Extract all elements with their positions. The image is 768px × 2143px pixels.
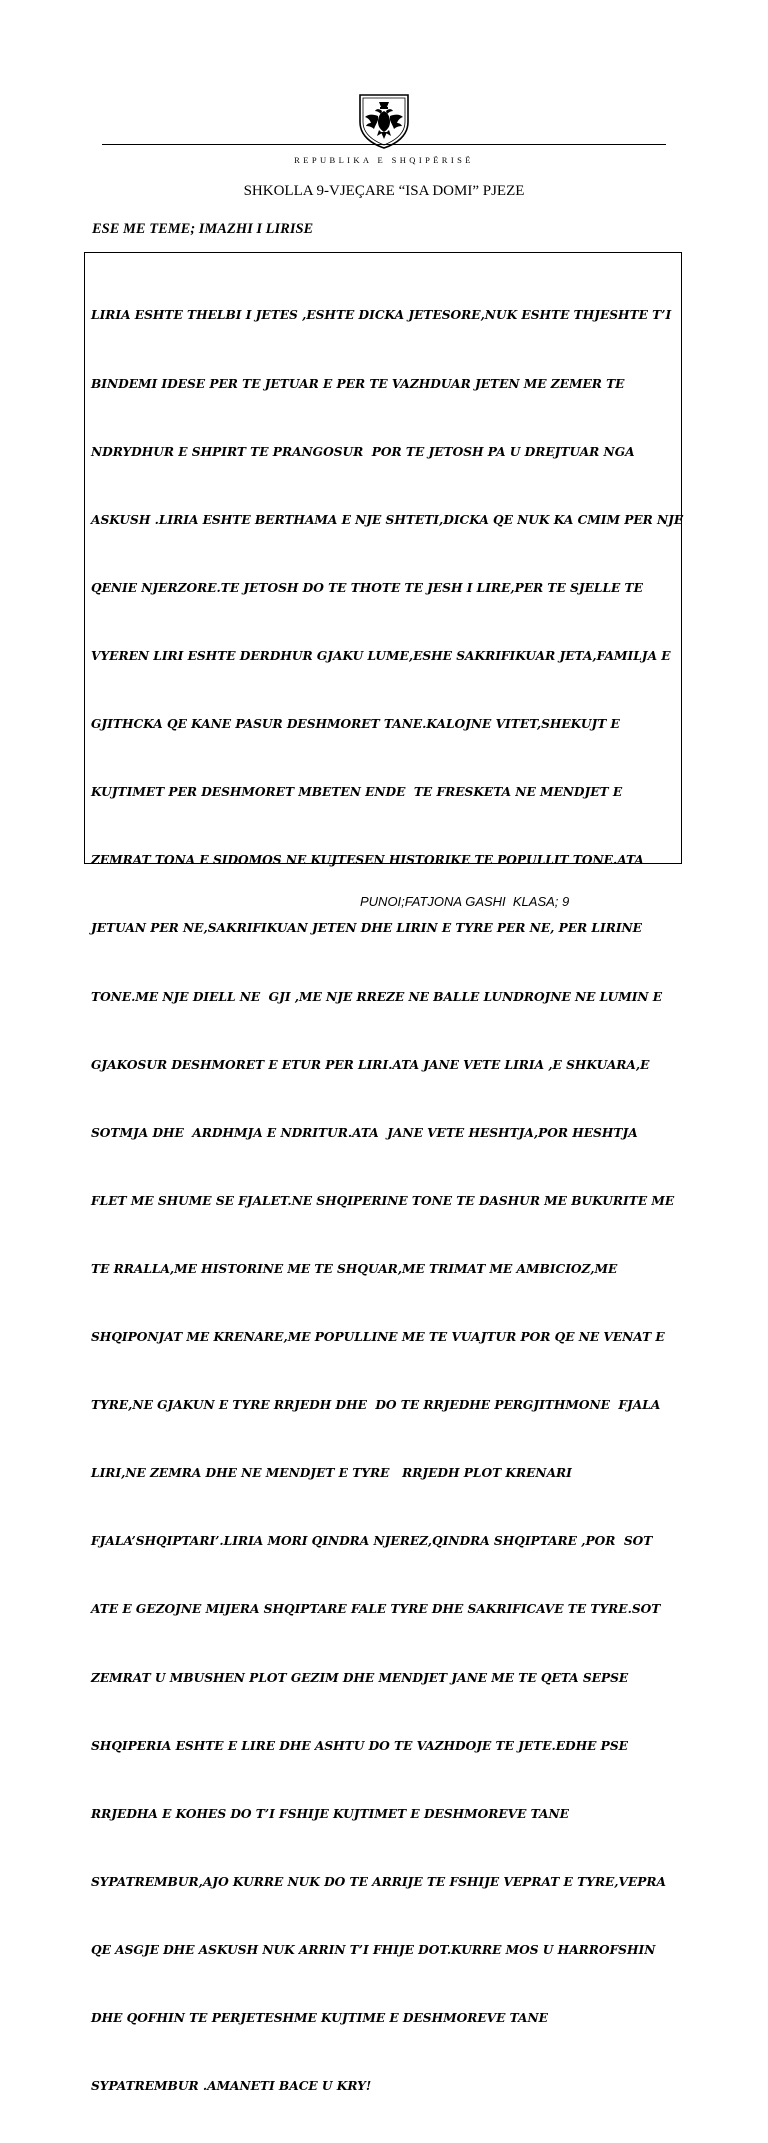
essay-line: VYEREN LIRI ESHTE DERDHUR GJAKU LUME,ESHE SAKRIFIKUAR JETA,FAMILJA E [91, 648, 671, 663]
essay-line: GJAKOSUR DESHMORET E ETUR PER LIRI.ATA JANE VETE LIRIA ,E SHKUARA,E [91, 1057, 650, 1072]
essay-line: SOTMJA DHE ARDHMJA E NDRITUR.ATA JANE VETE HESHTJA,POR HESHTJA [91, 1125, 638, 1140]
essay-line: JETUAN PER NE,SAKRIFIKUAN JETEN DHE LIRIN E TYRE PER NE, PER LIRINE [91, 921, 642, 936]
essay-line: FLET ME SHUME SE FJALET.NE SHQIPERINE TONE TE DASHUR ME BUKURITE ME [91, 1193, 675, 1208]
header-divider [102, 144, 666, 145]
essay-line: ZEMRAT TONA E SIDOMOS NE KUJTESEN HISTORIKE TE POPULLIT TONE.ATA [91, 853, 644, 868]
essay-line: SHQIPERIA ESHTE E LIRE DHE ASHTU DO TE VAZHDOJE TE JETE.EDHE PSE [91, 1738, 628, 1753]
essay-line: DHE QOFHIN TE PERJETESHME KUJTIME E DESHMOREVE TANE [91, 2011, 548, 2026]
essay-line: TYRE,NE GJAKUN E TYRE RRJEDH DHE DO TE RRJEDHE PERGJITHMONE FJALA [91, 1398, 661, 1413]
essay-line: RRJEDHA E KOHES DO T’I FSHIJE KUJTIMET E DESHMOREVE TANE [91, 1806, 569, 1821]
author-signature: PUNOI;FATJONA GASHI KLASA; 9 [360, 894, 570, 909]
essay-line: ATE E GEZOJNE MIJERA SHQIPTARE FALE TYRE DHE SAKRIFICAVE TE TYRE.SOT [91, 1602, 661, 1617]
essay-line: LIRIA ESHTE THELBI I JETES ,ESHTE DICKA JETESORE,NUK ESHTE THJESHTE T’I [91, 308, 672, 323]
essay-line: ZEMRAT U MBUSHEN PLOT GEZIM DHE MENDJET JANE ME TE QETA SEPSE [91, 1670, 629, 1685]
coat-of-arms-icon [356, 92, 412, 150]
essay-line: GJITHCKA QE KANE PASUR DESHMORET TANE.KALOJNE VITET,SHEKUJT E [91, 717, 620, 732]
essay-line: TE RRALLA,ME HISTORINE ME TE SHQUAR,ME TRIMAT ME AMBICIOZ,ME [91, 1261, 618, 1276]
essay-line: SYPATREMBUR .AMANETI BACE U KRY! [91, 2079, 372, 2094]
essay-line: SHQIPONJAT ME KRENARE,ME POPULLINE ME TE VUAJTUR POR QE NE VENAT E [91, 1330, 665, 1345]
essay-line: SYPATREMBUR,AJO KURRE NUK DO TE ARRIJE TE FSHIJE VEPRAT E TYRE,VEPRA [91, 1874, 667, 1889]
essay-line: QENIE NJERZORE.TE JETOSH DO TE THOTE TE JESH I LIRE,PER TE SJELLE TE [91, 580, 643, 595]
essay-topic: ESE ME TEME; IMAZHI I LIRISE [92, 221, 314, 237]
essay-line: BINDEMI IDESE PER TE JETUAR E PER TE VAZHDUAR JETEN ME ZEMER TE [91, 376, 625, 391]
essay-line: LIRI,NE ZEMRA DHE NE MENDJET E TYRE RRJEDH PLOT KRENARI [91, 1466, 572, 1481]
essay-line: NDRYDHUR E SHPIRT TE PRANGOSUR POR TE JETOSH PA U DREJTUAR NGA [91, 444, 635, 459]
essay-line: FJALA’SHQIPTARI’.LIRIA MORI QINDRA NJEREZ,QINDRA SHQIPTARE ,POR SOT [91, 1534, 653, 1549]
essay-line: TONE.ME NJE DIELL NE GJI ,ME NJE RREZE NE BALLE LUNDROJNE NE LUMIN E [91, 989, 663, 1004]
republic-label: REPUBLIKA E SHQIPËRISË [294, 155, 474, 165]
essay-body [91, 259, 684, 2143]
essay-line: ASKUSH .LIRIA ESHTE BERTHAMA E NJE SHTETI,DICKA QE NUK KA CMIM PER NJE [91, 512, 684, 527]
essay-line: KUJTIMET PER DESHMORET MBETEN ENDE TE FRESKETA NE MENDJET E [91, 785, 623, 800]
essay-line: QE ASGJE DHE ASKUSH NUK ARRIN T’I FHIJE DOT.KURRE MOS U HARROFSHIN [91, 1943, 656, 1958]
school-name: SHKOLLA 9-VJEÇARE “ISA DOMI” PJEZE [243, 183, 525, 199]
